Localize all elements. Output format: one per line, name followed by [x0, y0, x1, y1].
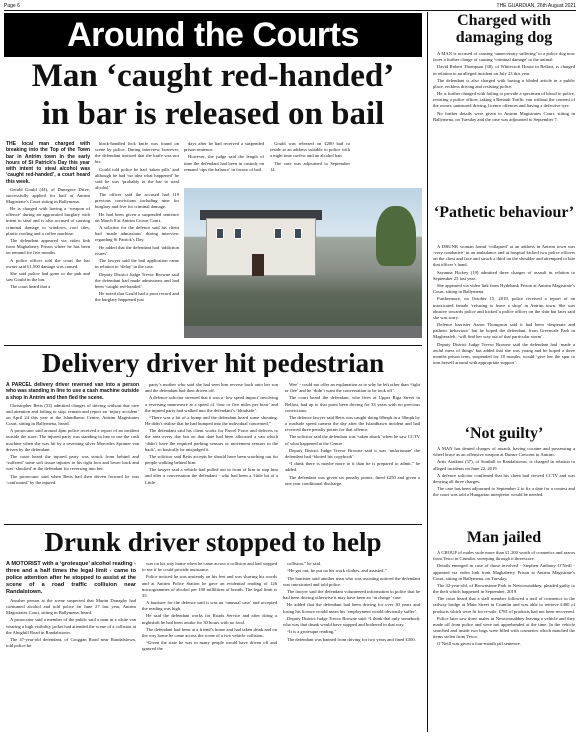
story-3-paragraph: The lawyer said the defendant volunteered information to police that he had been driving otherwise it may have been an ‘in charge’ case. — [283, 589, 420, 601]
story-2-column-3 — [285, 382, 420, 520]
lead-paragraph: Gerald Gould (44), of Dunegore Drive, successfully applied for bail at Antrim Magistrate’s Court sitting in Ballymena. — [6, 186, 90, 204]
side-4-headline: Man jailed — [466, 530, 542, 546]
story-2-standfirst: A PARCEL delivery driver reversed van into a person who was standing in line to use a cash machine outside a shop in Antrim and then fled the scene. — [6, 382, 139, 401]
side-4-paragraph: Details emerged in case of those involved - Stephen Anthony O’Neill - appeared via video link from Maghaberry Prison at Antrim Magistrate’s Court, sitting in Ballymena, on Tuesday. — [433, 563, 575, 581]
story-3-paragraph: The barrister said another man who was assisting noticed the defendant was intoxicated and told police. — [283, 575, 420, 587]
lead-paragraph: black-handled lock knife was found on scene by police. During interview, however, the defendant insisted that the knife was not his. — [95, 141, 179, 165]
story-2-paragraph: The defendant was given six penalty points, fined £250 and given a one year conditional discharge. — [285, 474, 420, 486]
side-1-body — [433, 51, 575, 201]
lead-paragraph: He noted that Gould had a poor record and the burglary happened just — [95, 291, 179, 303]
story-2-paragraph: The defendant said his client works for Parcel Force and delivers to the area every day but on that date had been allocated a van which ‘didn’t have the required parking sensors or movement sensors in the back’, so basically he misjudged it. — [145, 428, 278, 452]
lead-headline-line-2: in bar is released on bail — [41, 97, 385, 132]
story-2-paragraph: The solicitor said the defendant was ‘taken aback’ when he saw CCTV of what happened at the Centre. — [285, 434, 420, 446]
page-number: Page 6 — [4, 3, 20, 9]
side-3-headline: ‘Not guilty’ — [464, 426, 544, 442]
lead-paragraph: He added that the defendant had ‘addiction issues’. — [95, 244, 179, 256]
lead-paragraph: Gould was released on £200 bail to reside at an address suitable to police with a night time curfew and an alcohol ban. — [270, 141, 350, 159]
story-3-paragraph: The defendant had been at a friend’s home and had taken drink and on the way home he came across the scene of a two vehicle collision. — [142, 626, 277, 638]
lead-paragraph: She said police had gone to the pub and saw Gould in the bar. — [6, 270, 90, 283]
side-2-headline: ‘Pathetic behaviour’ — [433, 205, 575, 221]
lead-paragraph: A police officer told the court the bar owner said £1,500 damage was caused. — [6, 257, 90, 269]
lead-column-2 — [95, 141, 179, 338]
story-2-headline: Delivery driver hit pedestrian — [41, 349, 385, 378]
side-2-paragraph: Sayanna Hickey (19) admitted three charges of assault in relation to September 25 last year. — [433, 269, 575, 281]
lead-paragraph: Gould told police he had ‘taken pills’ and although he had ‘no idea what happened’ he said he was ‘probably in the bar to steal alcohol’. — [95, 166, 179, 190]
lead-paragraph: days after he had received a suspended prison sentence. — [184, 141, 264, 153]
story-2-paragraph: The defence lawyer said Betts was caught doing 60mph in a 30mph by a roadside speed camera the day after the Islandbawn incident and had received three penalty points for that offence. — [285, 414, 420, 433]
sidebar-divider — [427, 12, 428, 732]
story-2-paragraph: Wee’ - could not offer an explanation as to why he left other than ‘fight or flee’ and he ‘didn’t want the conversation to be took off’. — [285, 382, 420, 394]
story-3-paragraph: “He got out, he put on his work clothes, and assisted.” — [287, 568, 387, 574]
story-2-column-1 — [6, 382, 139, 520]
story-2-paragraph: The prosecutor said when Betts had then driven forward he was ‘confronted’ by the injured — [6, 473, 139, 485]
lead-paragraph: A solicitor for the defence said his client had ‘made admissions’ during interview regarding St Patrick’s Day. — [95, 225, 179, 243]
lead-paragraph: The defendant appeared via video link from Maghaberry Prison where he has been on remand for five months. — [6, 238, 90, 256]
story-2-paragraph: The court heard the injured party was struck from behind and ‘suffered’ some soft tissue injuries to his right foot and lower back and was ‘shocked’ at the defendant for reversing into her. — [6, 454, 139, 472]
story-3-standfirst: A MOTORIST with a ‘grotesque’ alcohol reading - three and a half times the legal limit - came to police attention after he stopped to assist at the scene of a road traffic collision near Randalstown. — [6, 561, 136, 595]
section-banner: Around the Courts — [4, 13, 422, 57]
story-3-paragraph: He added that the defendant had been driving for over 30 years and losing his licence would mean his ‘employment would obviously suffer’. — [283, 602, 420, 614]
side-4-paragraph: O’Neill was given a four-month jail sentence. — [437, 641, 521, 647]
story-3-paragraph: collision,” he said. — [287, 561, 322, 566]
story-2-paragraph: A prosecutor said around 4pm police received a report of an incident outside the store. The injured party was standing in line to use the cash machine when she was hit by a reversing silver Mercedes Sprinter van driven by the defendant. — [6, 428, 139, 452]
lead-paragraph: He is charged with having a ‘weapon of offence’ during an aggravated burglary with intent to steal and is also accused of causing criminal damage to windows, roof tiles, plastic roofing and a coffee machine. — [6, 206, 90, 236]
side-4-paragraph: The 32-year-old, of Brownstone Park in Newtownabbey, pleaded guilty to the theft which happened in September, 2019. — [433, 582, 575, 595]
story-2-paragraph: Deputy District Judge Trevor Browne said it was ‘unfortunate’ the defendant had ‘blotted his copybook’. — [285, 447, 420, 459]
side-4-body — [433, 550, 575, 732]
lead-paragraph: The lawyer said the bail application came in relation to ‘delay’ in the case. — [95, 258, 179, 270]
story-3-column-3 — [283, 561, 420, 731]
story-2-paragraph: The court heard the defendant, who lives at Upper Riga Street in Belfast, had up to that point been driving for 33 years with no previous convictions. — [285, 395, 420, 413]
pub-photo — [184, 188, 422, 338]
lead-paragraph: Deputy District Judge Trevor Browne said the defendant had made admissions and had been ‘caught red-handed’. — [95, 271, 179, 289]
story-2-paragraph: “There was a bit of a bump and the defendant heard some shouting. He didn’t realise that he had bumped into the individual concerned.” — [145, 414, 278, 427]
side-2-paragraph: Deputy District Judge Trevor Browne said the defendant had ‘made a awful mess of things’ but added that she was young and he hoped a three months prison term, suspended for 18 months, would ‘give her the spur to turn herself around with appropriate support’. — [433, 341, 575, 365]
side-3-paragraph: A defence solicitor confirmed that his client had viewed CCTV and was denying all three charges. — [433, 472, 575, 484]
side-2-paragraph: Furthermore, on October 15, 2019, police received a report of an intoxicated female ‘refusing to leave a shop’ in Antrim town. She was abusive towards police and kicked a police officer on the shin but later said she was sorry. — [433, 296, 575, 320]
side-2-paragraph: A DRUNK woman found ‘collapsed’ at an address in Antrim town was ‘very combative’ in an ambulance and at hospital kicked two police officers on the chest and face and struck a third on the shoulder and attempted to bite that officer’s hand. — [433, 244, 575, 268]
lead-headline-line-1: Man ‘caught red-handed’ — [31, 59, 395, 94]
story-3-paragraph: A barrister for the defence said it was an ‘unusual case’ and accepted the reading was high. — [142, 600, 277, 612]
lead-paragraph: However, the judge said the length of time the defendant had been in custody on remand ‘tips the balance’ in favour of bail. — [184, 154, 264, 172]
story-3-paragraph: Deputy District Judge Trevor Browne said: “I think that only somebody who was that drunk would have stopped and bothered in that way. — [283, 615, 420, 627]
side-3-paragraph: A MAN has denied charges of assault, having cocaine and possessing a wheel brace as an offensive weapon at Dunsrr Crescent in Antrim. — [433, 446, 575, 458]
side-2-paragraph: Defence barrister Aaron Thompson said it had been ‘desperate and pathetic behaviour’ but he hoped the defendant, from Greenvale Park in Magherafelt, ‘will find her way out of that particular storm’. — [433, 322, 575, 340]
side-1-headline: Charged with damaging dog — [455, 13, 553, 46]
story-3-paragraph: “It is a grotesque reading.” — [287, 629, 337, 635]
lead-paragraph: He had been given a suspended sentence on March 8 at Antrim Crown Court. — [95, 211, 179, 223]
section-rule — [4, 345, 422, 346]
lead-column-4 — [270, 141, 350, 185]
story-3-paragraph: The defendant was banned from driving for two years and fined £300. — [287, 636, 416, 642]
side-3-paragraph: The case has been adjourned to September 2 to fix a date for a contest and the court was told a Hungarian interpreter would be needed. — [433, 486, 575, 498]
side-1-paragraph: The defendant is also charged with having a bladed article in a public place, reckless driving and resisting police. — [433, 77, 575, 89]
story-3-headline: Drunk driver stopped to help — [44, 528, 382, 557]
story-2-paragraph: A defence solicitor stressed that it was a ‘low speed impact’ involving a reversing manoeuvre at a speed of ‘four or five miles per hour’ and the injured party had walked into the defendant’s ‘blindside’. — [145, 395, 278, 413]
story-2-paragraph: Christopher Betts (53) admitted charges of driving without due care and attention and failing to stop, remain and report an ‘injury accident’ on April 24 this year at the Islandbawn Centre, Antrim Magistrates Court, sitting in Ballymena, heard. — [6, 402, 139, 427]
story-2-paragraph: “I think there is maybe more to it than he is prepared to admit,” he added. — [285, 461, 420, 473]
side-1-paragraph: A MAN is accused of causing ‘unnecessary suffering’ to a police dog now faces a further charge of causing ‘criminal damage’ to the animal. — [433, 51, 575, 63]
story-2-paragraph: The solicitor said Betts accepts he should have been watching out for people walking behind him. — [145, 453, 278, 466]
side-1-paragraph: No further details were given to Antrim Magistrates Court, sitting in Ballymena, on Tuesday and the case was adjourned to September 7. — [433, 110, 575, 122]
paper-dateline: THE GUARDIAN, 26th August 2021 — [496, 3, 576, 9]
story-3-paragraph: “Given the state he was in many people would have driven off and ignored the — [142, 640, 277, 652]
lead-column-3 — [184, 141, 264, 179]
story-3-paragraph: Another person at the scene suspected that Martin Donaghy had consumed alcohol and told police on June 27 last year, Antrim Magistrates Court, sitting in Ballymena, heard. — [6, 597, 136, 616]
story-3-paragraph: Police noticed he was unsteady on his feet and was slurring his words and at Antrim Police Station he gave an evidential reading of 126 microgrammes of alcohol per 100 millilitres of breath. The legal limit is 35. — [142, 574, 277, 598]
section-rule — [4, 524, 422, 525]
side-2-body — [433, 244, 575, 422]
side-3-body — [433, 446, 575, 526]
lead-paragraph: The case was adjourned to September 14. — [270, 160, 350, 172]
story-3-paragraph: He said the defendant works for Roads Service and after doing a nightshift he had been awake for 30 hours with no food. — [142, 613, 277, 625]
side-1-paragraph: He is further charged with failing to provide a specimen of blood to police, resisting a police officer, taking a Renault Traffic van without the consent of the owner, uninsured driving, licence offences and having a defective tyre. — [433, 91, 575, 109]
lead-column-1 — [6, 141, 90, 338]
story-3-column-1 — [6, 561, 136, 731]
lead-standfirst: THE local man charged with breaking into the Top of the Town bar in Antrim town in the early hours of St Patrick’s Day this year with intent to steal alcohol was ‘caught red-handed’, a court heard this week. — [6, 141, 90, 185]
side-4-paragraph: Police later saw three males in Newtownabbey leaving a vehicle and they made off from police and were not apprehended at the time. In the vehicle searched and inside two bags were filled with cosmetics which matched the items stolen from Tesco. — [433, 615, 575, 640]
side-4-paragraph: The court heard that a staff member followed a trail of cosmetics to the railway bridge at Main Street in Crumlin and was able to retrieve £400 of products which were fit for re-sale. £781 of products had not been recovered. — [433, 596, 575, 614]
story-2-paragraph: party’s mother who said she had seen him reverse back onto her son and the defendant had then driven off. — [145, 382, 278, 394]
lead-paragraph: The officer said the accused had 119 previous convictions including nine for burglary and five for criminal damage. — [95, 192, 179, 210]
story-3-paragraph: was on his way home when he came across a collision and had stopped to see if he could provide assistance. — [142, 561, 277, 573]
side-4-paragraph: A GROUP of males stole more than £1,200 worth of cosmetics and razors from Tesco in Crumlin, sweeping through it threescore. — [433, 550, 575, 562]
top-rule — [4, 10, 576, 11]
story-2-column-2 — [145, 382, 278, 520]
story-3-paragraph: The 47-year-old defendant, of Groggan Road near Randalstown, told police he — [6, 636, 136, 649]
story-2-paragraph: The lawyer said a vehicle had pulled out in front of him to stop him and after a conversation the defendant - who had been a ‘little bit of a Little — [145, 467, 278, 485]
side-3-paragraph: Artis Ataikins (37), of Southill in Randalstown, is charged in relation to alleged incidents on June 22, 2019. — [433, 459, 575, 471]
side-1-paragraph: David Robert Thompson (38), of Whitecroft House in Belfast, is charged in relation to an alleged incident on July 23 this year. — [433, 64, 575, 76]
lead-paragraph: The court heard that a — [10, 284, 51, 290]
story-3-column-2 — [142, 561, 277, 731]
story-3-paragraph: A prosecutor said a member of the public said a man in a white van wearing a high visibility jacket had attended the scene of a collision at the Ahoghill Road in Randalstown. — [6, 617, 136, 635]
side-2-paragraph: She appeared via video link from Hydebank Prison at Antrim Magistrate’s Court, sitting in Ballymena. — [433, 283, 575, 295]
